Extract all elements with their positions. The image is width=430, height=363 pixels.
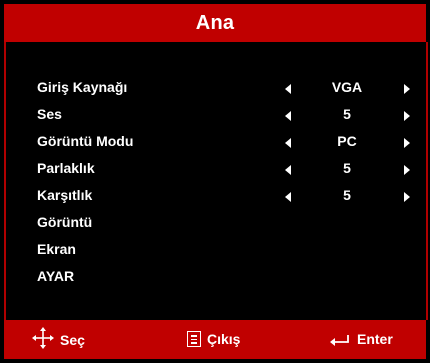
menu-item-value: 5: [343, 106, 351, 122]
menu-item-label: Görüntü: [37, 214, 93, 230]
arrow-left-icon[interactable]: [285, 84, 291, 94]
arrow-right-icon[interactable]: [404, 138, 410, 148]
footer-bar: [4, 320, 426, 359]
menu-list: [37, 76, 417, 292]
menu-item-label: Ekran: [37, 241, 76, 257]
menu-item-ekran[interactable]: [37, 238, 417, 265]
menu-item-label: Parlaklık: [37, 160, 95, 176]
menu-item-value: VGA: [331, 79, 363, 95]
arrow-right-icon[interactable]: [404, 84, 410, 94]
menu-item-goruntu-modu[interactable]: [37, 130, 417, 157]
arrow-left-icon[interactable]: [285, 192, 291, 202]
menu-item-value: PC: [337, 133, 357, 149]
menu-item-label: AYAR: [37, 268, 75, 284]
menu-item-label: Giriş Kaynağı: [37, 79, 128, 95]
menu-item-parlaklik[interactable]: [37, 157, 417, 184]
arrow-right-icon[interactable]: [404, 192, 410, 202]
menu-item-label: Karşıtlık: [37, 187, 93, 203]
menu-item-ses[interactable]: [37, 103, 417, 130]
move-arrows-icon: [32, 327, 54, 349]
footer-exit-label: Çıkış: [207, 331, 241, 347]
enter-icon: [329, 333, 351, 345]
arrow-right-icon[interactable]: [404, 111, 410, 121]
menu-item-goruntu[interactable]: [37, 211, 417, 238]
footer-enter-label: Enter: [357, 331, 393, 347]
menu-item-label: Ses: [37, 106, 62, 122]
footer-enter: [329, 331, 393, 347]
menu-icon: [187, 331, 201, 347]
menu-item-label: Görüntü Modu: [37, 133, 134, 149]
footer-select: [32, 331, 85, 349]
arrow-left-icon[interactable]: [285, 111, 291, 121]
title-bar: [4, 4, 426, 42]
menu-title: Ana: [195, 11, 235, 34]
footer-exit: [187, 331, 240, 347]
footer-select-label: Seç: [60, 332, 85, 348]
menu-item-giris-kaynagi[interactable]: [37, 76, 417, 103]
arrow-left-icon[interactable]: [285, 165, 291, 175]
arrow-left-icon[interactable]: [285, 138, 291, 148]
menu-item-value: 5: [343, 187, 351, 203]
menu-item-value: 5: [343, 160, 351, 176]
menu-item-karsitlik[interactable]: [37, 184, 417, 211]
menu-item-ayar[interactable]: [37, 265, 417, 292]
arrow-right-icon[interactable]: [404, 165, 410, 175]
